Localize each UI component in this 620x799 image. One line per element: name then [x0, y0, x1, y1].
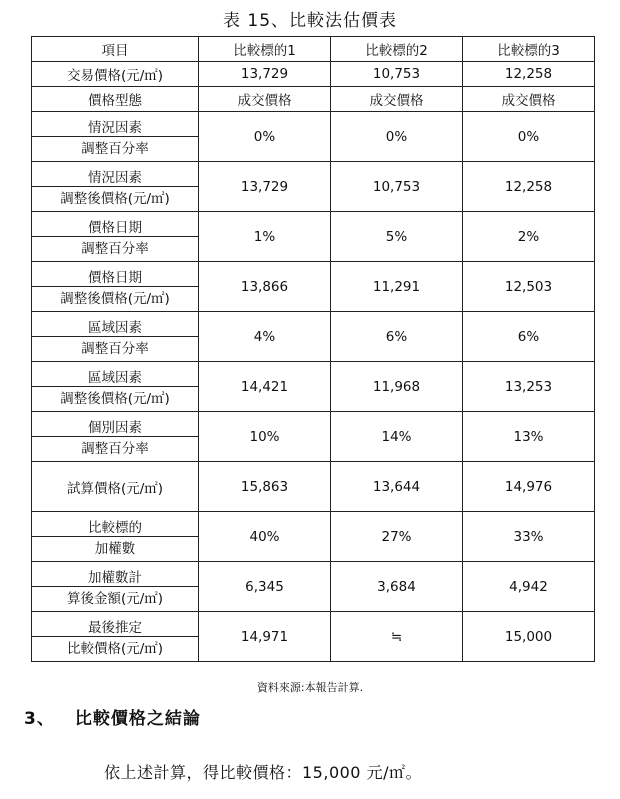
table-row	[32, 62, 595, 87]
value-cell-subject-3: 6%	[463, 312, 595, 362]
table-row	[32, 562, 595, 612]
row-label-line: 調整百分率	[81, 241, 149, 257]
row-label-cell	[32, 162, 199, 212]
header-cell-subject-1: 比較標的1	[199, 37, 331, 62]
section-heading	[24, 704, 201, 729]
table-row	[32, 612, 595, 662]
value-cell-subject-2: 成交價格	[331, 87, 463, 112]
row-label-line: 調整後價格(元/㎡)	[60, 291, 170, 307]
table-row	[32, 462, 595, 512]
row-label-line: 調整百分率	[81, 141, 149, 157]
row-label-line: 調整百分率	[81, 341, 149, 357]
row-label-line: 區域因素	[32, 316, 198, 337]
value-cell-subject-1: 10%	[199, 412, 331, 462]
row-label-line: 調整後價格(元/㎡)	[60, 191, 170, 207]
row-label-line: 情況因素	[32, 116, 198, 137]
value-cell-subject-2: 10,753	[331, 162, 463, 212]
value-cell-subject-1: 1%	[199, 212, 331, 262]
row-label-line: 調整後價格(元/㎡)	[60, 391, 170, 407]
section-title: 比較價格之結論	[74, 709, 201, 729]
table-row	[32, 162, 595, 212]
value-cell-subject-2: 11,968	[331, 362, 463, 412]
header-row	[32, 37, 595, 62]
row-label-line: 個別因素	[32, 416, 198, 437]
value-cell-subject-1: 15,863	[199, 462, 331, 512]
row-label-line: 加權數	[94, 541, 136, 557]
value-cell-subject-1: 13,866	[199, 262, 331, 312]
row-label-cell	[32, 362, 199, 412]
header-cell-subject-3: 比較標的3	[463, 37, 595, 62]
source-note: 資料來源:本報告計算.	[256, 681, 364, 694]
value-cell-subject-3: 4,942	[463, 562, 595, 612]
value-cell-subject-3: 12,503	[463, 262, 595, 312]
value-cell-subject-1: 0%	[199, 112, 331, 162]
value-cell-subject-1: 14,971	[199, 612, 331, 662]
row-label-line: 價格日期	[32, 216, 198, 237]
row-label-line: 最後推定	[32, 616, 198, 637]
value-cell-subject-2: 13,644	[331, 462, 463, 512]
value-cell-subject-3: 33%	[463, 512, 595, 562]
value-cell-subject-3: 2%	[463, 212, 595, 262]
header-cell-item: 項目	[32, 37, 199, 62]
table-row	[32, 112, 595, 162]
value-cell-subject-1: 4%	[199, 312, 331, 362]
row-label-cell	[32, 112, 199, 162]
row-label-line: 價格日期	[32, 266, 198, 287]
conclusion-text: 依上述計算，得比較價格：15,000 元/㎡。	[104, 763, 422, 782]
table-title: 表 15、比較法估價表	[222, 11, 398, 31]
table-row	[32, 362, 595, 412]
row-label-cell	[32, 612, 199, 662]
row-label-line: 加權數計	[32, 566, 198, 587]
row-label-cell	[32, 262, 199, 312]
table-row	[32, 312, 595, 362]
row-label-line: 比較價格(元/㎡)	[66, 641, 164, 657]
table-row	[32, 262, 595, 312]
value-cell-subject-1: 成交價格	[199, 87, 331, 112]
value-cell-subject-2: 5%	[331, 212, 463, 262]
value-cell-subject-2: 6%	[331, 312, 463, 362]
value-cell-subject-2: 3,684	[331, 562, 463, 612]
value-cell-subject-2: 14%	[331, 412, 463, 462]
row-label-cell	[32, 562, 199, 612]
value-cell-subject-3: 14,976	[463, 462, 595, 512]
value-cell-subject-2: 11,291	[331, 262, 463, 312]
row-label-cell: 價格型態	[32, 87, 199, 112]
row-label-cell	[32, 512, 199, 562]
row-label-line: 比較標的	[32, 516, 198, 537]
section-number: 3、	[24, 709, 55, 729]
row-label-line: 區域因素	[32, 366, 198, 387]
value-cell-subject-3: 12,258	[463, 62, 595, 87]
value-cell-subject-1: 6,345	[199, 562, 331, 612]
value-cell-subject-1: 13,729	[199, 162, 331, 212]
value-cell-subject-3: 13,253	[463, 362, 595, 412]
value-cell-subject-3: 成交價格	[463, 87, 595, 112]
table-row	[32, 87, 595, 112]
row-label-cell	[32, 212, 199, 262]
row-label-line: 調整百分率	[81, 441, 149, 457]
value-cell-subject-2: 0%	[331, 112, 463, 162]
value-cell-subject-2: 10,753	[331, 62, 463, 87]
row-label-cell	[32, 412, 199, 462]
value-cell-subject-1: 40%	[199, 512, 331, 562]
value-cell-subject-1: 13,729	[199, 62, 331, 87]
value-cell-subject-2: ≒	[331, 612, 463, 662]
table-row	[32, 412, 595, 462]
row-label-cell: 交易價格(元/㎡)	[32, 62, 199, 87]
row-label-cell: 試算價格(元/㎡)	[32, 462, 199, 512]
table-row	[32, 512, 595, 562]
row-label-line: 算後金額(元/㎡)	[66, 591, 164, 607]
value-cell-subject-3: 13%	[463, 412, 595, 462]
value-cell-subject-3: 0%	[463, 112, 595, 162]
row-label-cell	[32, 312, 199, 362]
value-cell-subject-3: 15,000	[463, 612, 595, 662]
comparison-table	[31, 36, 595, 662]
table-row	[32, 212, 595, 262]
value-cell-subject-2: 27%	[331, 512, 463, 562]
header-cell-subject-2: 比較標的2	[331, 37, 463, 62]
row-label-line: 情況因素	[32, 166, 198, 187]
value-cell-subject-3: 12,258	[463, 162, 595, 212]
value-cell-subject-1: 14,421	[199, 362, 331, 412]
